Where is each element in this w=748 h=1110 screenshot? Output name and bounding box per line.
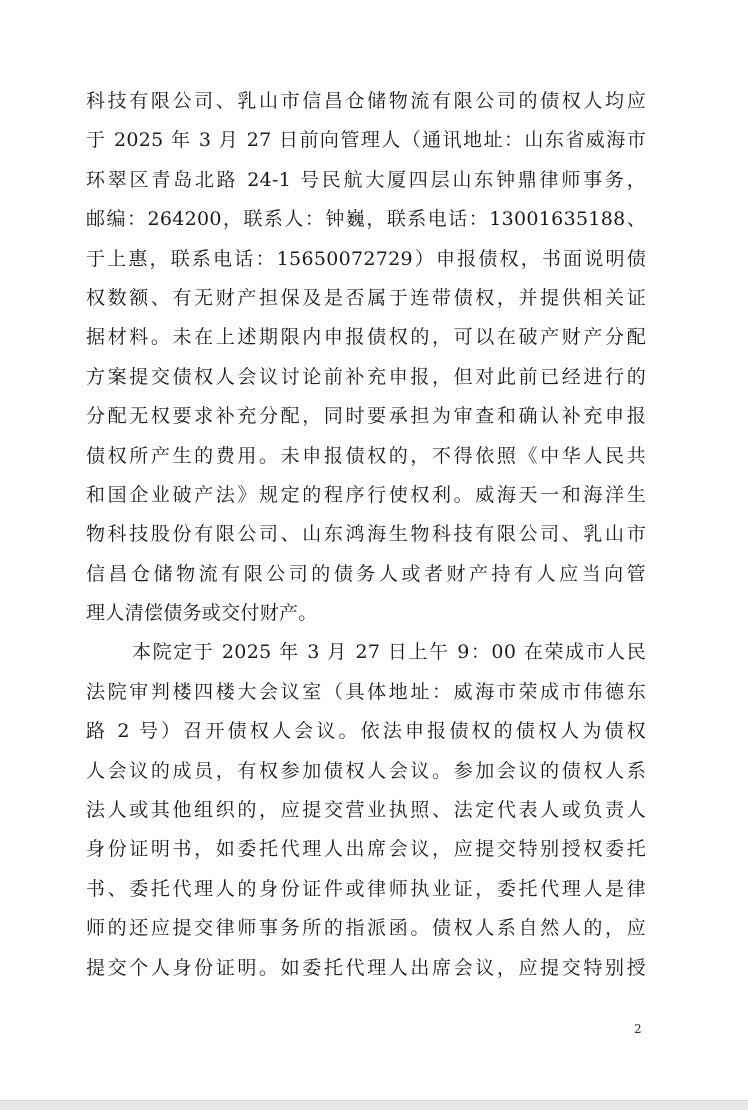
paragraph-creditor-meeting <box>86 633 646 988</box>
text-line: 和国企业破产法》规定的程序行使权利。威海天一和海洋生 <box>86 483 646 506</box>
text-line: 本院定于 2025 年 3 月 27 日上午 9：00 在荣成市人民 <box>132 641 646 664</box>
text-line: 权数额、有无财产担保及是否属于连带债权，并提供相关证 <box>86 286 646 309</box>
paragraph-creditor-claims <box>86 82 646 633</box>
text-line: 于上惠，联系电话：15650072729）申报债权，书面说明债 <box>86 247 646 270</box>
text-line: 物科技股份有限公司、山东鸿海生物科技有限公司、乳山市 <box>86 523 646 546</box>
text-line: 信昌仓储物流有限公司的债务人或者财产持有人应当向管 <box>86 562 646 585</box>
text-line: 身份证明书，如委托代理人出席会议，应提交特别授权委托 <box>86 838 646 861</box>
text-line: 邮编：264200，联系人：钟巍，联系电话：13001635188、 <box>86 208 646 231</box>
body-text <box>86 82 646 988</box>
text-line: 于 2025 年 3 月 27 日前向管理人（通讯地址：山东省威海市 <box>86 129 646 152</box>
text-line: 环翠区青岛北路 24-1 号民航大厦四层山东钟鼎律师事务， <box>86 168 646 191</box>
text-line: 方案提交债权人会议讨论前补充申报，但对此前已经进行的 <box>86 365 646 388</box>
text-line: 提交个人身份证明。如委托代理人出席会议，应提交特别授 <box>86 956 646 979</box>
text-line: 据材料。未在上述期限内申报债权的，可以在破产财产分配 <box>86 326 646 349</box>
text-line: 师的还应提交律师事务所的指派函。债权人系自然人的，应 <box>86 917 646 940</box>
text-line: 分配无权要求补充分配，同时要承担为审查和确认补充申报 <box>86 405 646 428</box>
text-line: 法人或其他组织的，应提交营业执照、法定代表人或负责人 <box>86 799 646 822</box>
page-number: 2 <box>634 1022 642 1036</box>
text-line: 人会议的成员，有权参加债权人会议。参加会议的债权人系 <box>86 759 646 782</box>
text-line: 科技有限公司、乳山市信昌仓储物流有限公司的债权人均应 <box>86 90 646 112</box>
text-line: 理人清偿债务或交付财产。 <box>86 602 318 625</box>
text-line: 法院审判楼四楼大会议室（具体地址：威海市荣成市伟德东 <box>86 680 646 703</box>
text-line: 路 2 号）召开债权人会议。依法申报债权的债权人为债权 <box>86 720 646 743</box>
text-line: 书、委托代理人的身份证件或律师执业证，委托代理人是律 <box>86 877 646 900</box>
text-line: 债权所产生的费用。未申报债权的，不得依照《中华人民共 <box>86 444 646 467</box>
